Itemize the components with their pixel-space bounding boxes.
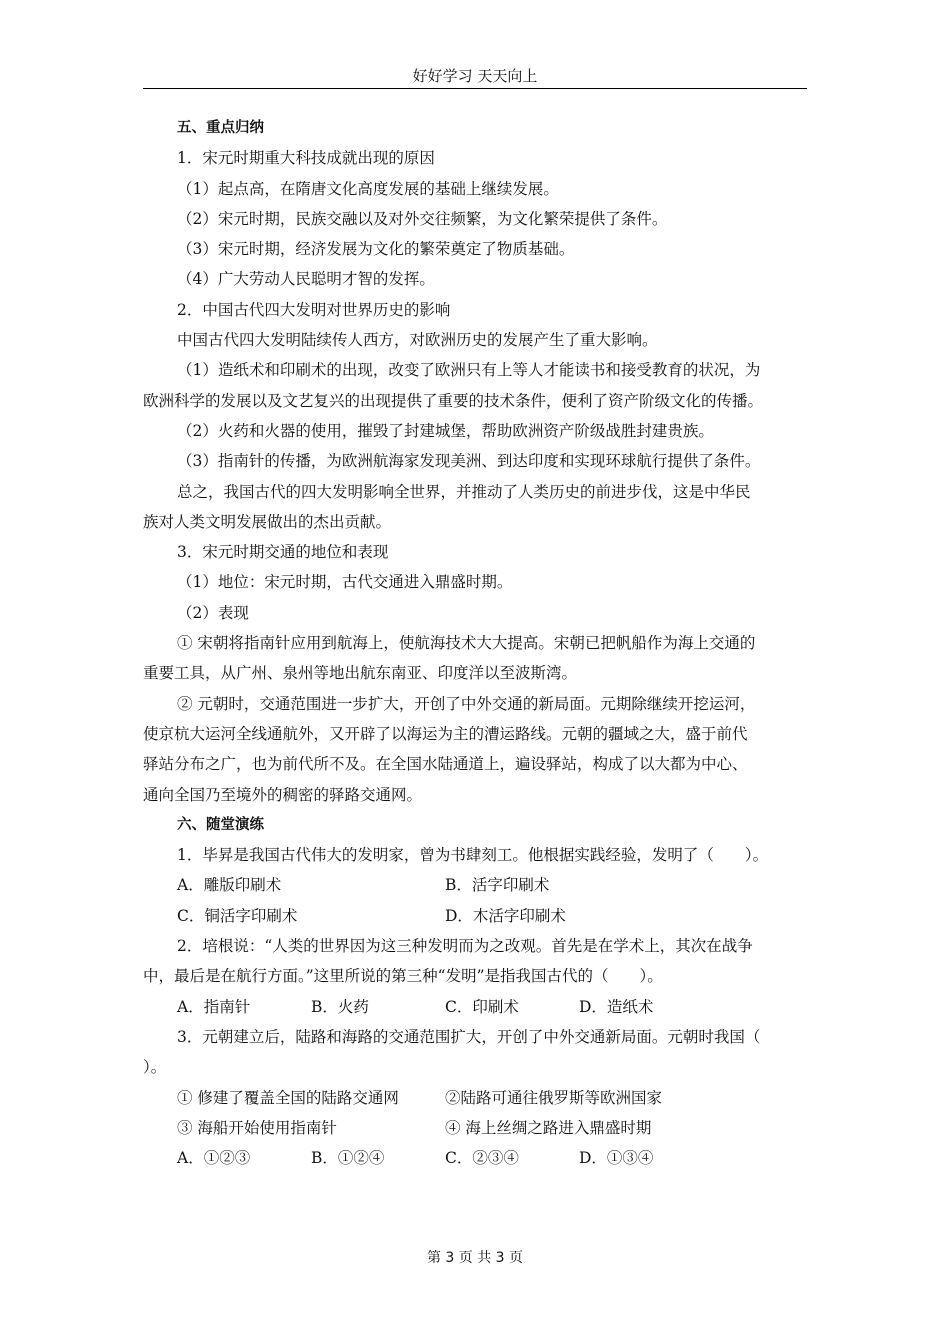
text-line: 1．毕昇是我国古代伟大的发明家，曾为书肆刻工。他根据实践经验，发明了（ ）。 [177,846,769,865]
page-footer: 第 3 页 共 3 页 [426,1250,524,1266]
text-line: 总之，我国古代的四大发明影响全世界，并推动了人类历史的前进步伐，这是中华民 [177,482,751,501]
text-line: 欧洲科学的发展以及文艺复兴的出现提供了重要的技术条件，便利了资产阶级文化的传播。 [143,391,764,410]
document-body [143,113,807,1173]
text-line: （1）地位：宋元时期，古代交通进入鼎盛时期。 [177,573,513,592]
option: A．指南针 [177,997,251,1016]
option: B．火药 [311,997,369,1016]
summary-section [143,113,807,870]
q1-options-row-2 [143,901,807,931]
text-line: 使京杭大运河全线通航外，又开辟了以海运为主的漕运路线。元朝的疆域之大，盛于前代 [143,724,748,743]
q2-options [143,992,807,1022]
q3-statements-row-1 [143,1083,807,1113]
q1-options-row-1 [143,870,807,900]
text-line: ② 元朝时，交通范围进一步扩大，开创了中外交通的新局面。元期除继续开挖运河， [177,694,756,713]
option: D．造纸术 [579,997,654,1016]
text-line: （4）广大劳动人民聪明才智的发挥。 [177,270,435,289]
text-line: 3．宋元时期交通的地位和表现 [177,543,389,562]
option: A．雕版印刷术 [177,876,282,895]
text-line: 重要工具，从广州、泉州等地出航东南亚、印度洋以至波斯湾。 [143,664,578,683]
text-line: ① 宋朝将指南针应用到航海上，使航海技术大大提高。宋朝已把帆船作为海上交通的 [177,634,756,653]
text-line: 通向全国乃至境外的稠密的驿路交通网。 [143,785,423,804]
q3-text: ）。 [143,1058,167,1077]
text-line: （1）起点高，在隋唐文化高度发展的基础上继续发展。 [177,179,559,198]
statement: ④ 海上丝绸之路进入鼎盛时期 [445,1118,652,1137]
page-header: 好好学习 天天向上 [143,64,807,89]
q3-text: 3．元朝建立后，陆路和海路的交通范围扩大，开创了中外交通新局面。元朝时我国（ [177,1027,761,1046]
text-line: （1）造纸术和印刷术的出现，改变了欧洲只有上等人才能读书和接受教育的状况，为 [177,361,761,380]
text-line: （3）宋元时期，经济发展为文化的繁荣奠定了物质基础。 [177,240,575,259]
text-line: 驿站分布之广，也为前代所不及。在全国水陆通道上，遍设驿站，构成了以大都为中心、 [143,755,748,774]
option: C．印刷术 [445,997,519,1016]
text-line: （2）表现 [177,603,249,622]
option: B．①②④ [311,1149,385,1168]
option: B．活字印刷术 [445,876,550,895]
text-line: 中国古代四大发明陆续传人西方，对欧洲历史的发展产生了重大影响。 [177,331,658,350]
statement: ① 修建了覆盖全国的陆路交通网 [177,1088,399,1107]
statement: ②陆路可通往俄罗斯等欧洲国家 [445,1088,663,1107]
q2-text: 中，最后是在航行方面。”这里所说的第三种“发明”是指我国古代的（ ）。 [143,967,663,986]
text-line: （2）宋元时期，民族交融以及对外交往频繁，为文化繁荣提供了条件。 [177,209,668,228]
statement: ③ 海船开始使用指南针 [177,1118,337,1137]
text-line: 2．中国古代四大发明对世界历史的影响 [177,300,451,319]
text-line: （2）火药和火器的使用，摧毁了封建城堡，帮助欧洲资产阶级战胜封建贵族。 [177,421,714,440]
text-line: （3）指南针的传播，为欧洲航海家发现美洲、到达印度和实现环球航行提供了条件。 [177,452,761,471]
q3-statements-row-2 [143,1113,807,1143]
q2-text: 2．培根说：“人类的世界因为这三种发明而为之改观。首先是在学术上，其次在战争 [177,937,753,956]
section-heading: 六、随堂演练 [177,816,264,833]
section-heading: 五、重点归纳 [177,120,264,136]
text-line: 1．宋元时期重大科技成就出现的原因 [177,149,435,168]
option: A．①②③ [177,1149,251,1168]
option: D．木活字印刷术 [445,906,566,925]
q3-options [143,1143,807,1173]
option: C．铜活字印刷术 [177,906,298,925]
option: C．②③④ [445,1149,519,1168]
text-line: 族对人类文明发展做出的杰出贡献。 [143,512,392,531]
option: D．①③④ [579,1149,654,1168]
